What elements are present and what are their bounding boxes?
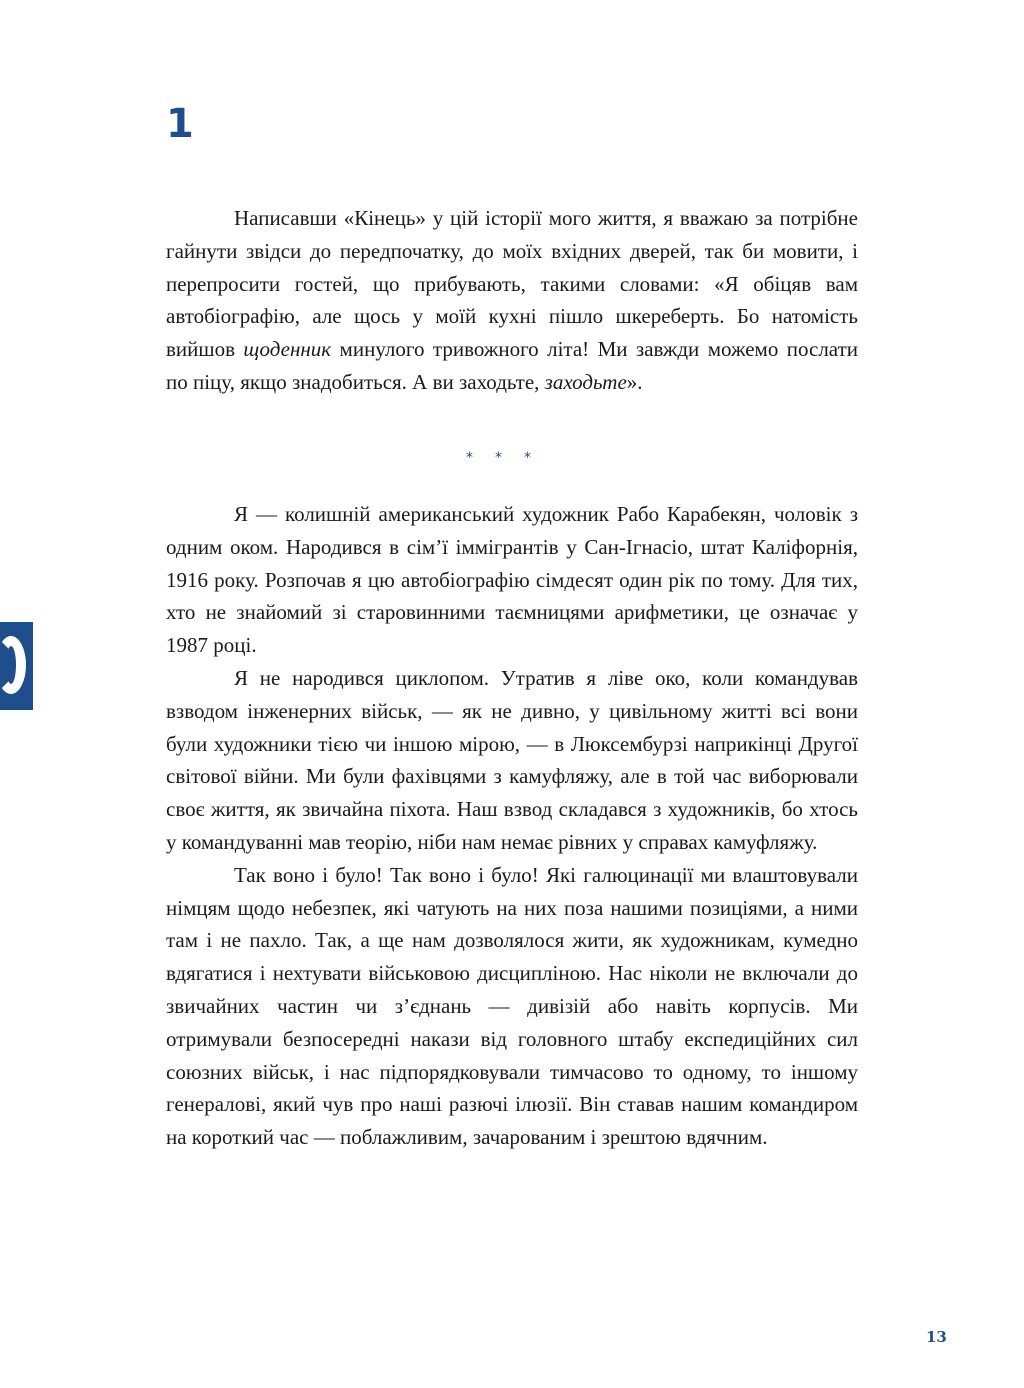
intro-text-part-3: ».	[626, 369, 643, 394]
body-paragraph-1: Я — колишній американський художник Рабо Карабекян, чоловік з одним оком. Народився в сім’ї іммігрантів у Сан-Ігнасіо, штат Каліфорнія, 1916 року. Розпочав я цю автобіографію сімдесят один рік по тому. Для тих, хто не знайомий зі старовинними таємницями арифметики, це означає у 1987 році.	[166, 502, 858, 658]
intro-text-part-2: минулого тривожного літа! Ми завжди можемо послати по піцу, якщо знадобиться. А ви заходьте,	[166, 337, 858, 394]
body-paragraph-3: Так воно і було! Так воно і було! Які галюцинації ми влаштовували німцям щодо небезпек, які чатують на них поза нашими позиціями, а ними там і не пахло. Так, а ще нам дозволялося жити, як художникам, кумедно вдягатися і нехтувати військовою дисципліною. Нас ніколи не включали до звичайних частин чи з’єднань — дивізій або навіть корпусів. Ми отримували безпосередні накази від головного штабу експедиційних сил союзних військ, і нас підпорядковували тимчасово то одному, то іншому генералові, який чув про наші разючі ілюзії. Він ставав нашим командиром на короткий час — поблажливим, зачарованим і зрештою вдячним.	[166, 862, 858, 1150]
divider-star: *	[495, 450, 502, 466]
divider-star: *	[524, 450, 531, 466]
intro-italic-come-in: заходьте	[544, 369, 627, 394]
divider-star: *	[466, 450, 473, 466]
intro-text-part-1: Написавши «Кінець» у цій історії мого життя, я вважаю за потрібне гайнути звідси до передпочатку, до моїх вхідних дверей, так би мовити, і перепросити гостей, що прибувають, такими словами: «Я обіцяв вам автобіографію, але щось у моїй кухні пішло шкереберть. Бо натомість вийшов	[166, 206, 858, 362]
body-paragraph-2: Я не народився циклопом. Утратив я ліве око, коли командував взводом інженерних військ, — як не дивно, у цивільному житті всі вони були художники тією чи іншою мірою, — в Люксембурзі наприкінці Другої світової війни. Ми були фахівцями з камуфляжу, але в той час виборювали своє життя, як звичайна піхота. Наш взвод складався з художників, бо хтось у командуванні мав теорію, ніби нам немає рівних у справах камуфляжу.	[166, 665, 858, 854]
intro-text	[166, 202, 858, 399]
intro-paragraph	[166, 202, 858, 399]
thumb-tab-glyph-icon	[0, 636, 26, 694]
section-divider	[466, 448, 531, 468]
section-thumb-tab	[0, 622, 33, 710]
chapter-number: 1	[166, 101, 194, 147]
page-number: 13	[926, 1328, 947, 1346]
body-text	[166, 498, 858, 1154]
intro-italic-diary: щоденник	[243, 337, 332, 362]
